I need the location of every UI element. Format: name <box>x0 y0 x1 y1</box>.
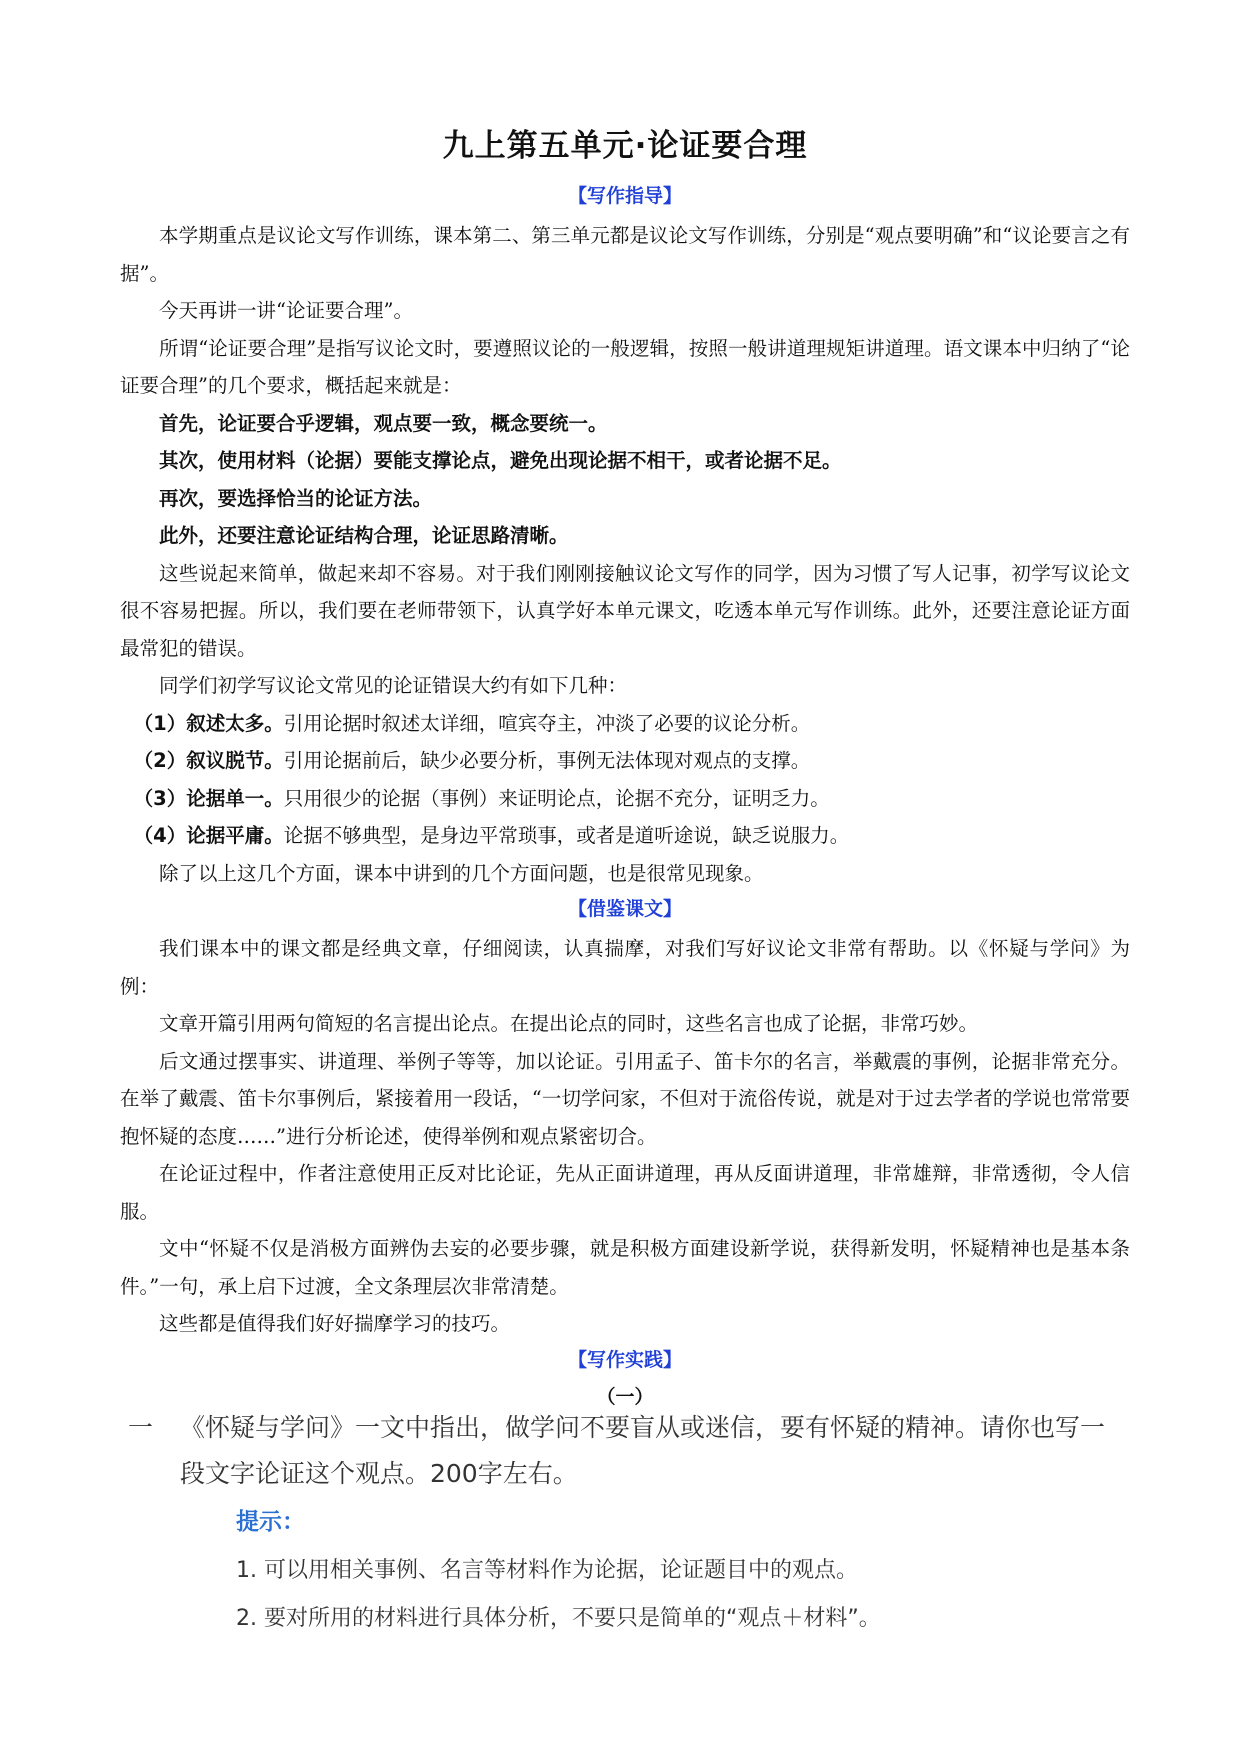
error-item <box>120 742 1130 780</box>
paragraph: 同学们初学写议论文常见的论证错误大约有如下几种： <box>159 674 628 697</box>
paragraph: 今天再讲一讲“论证要合理”。 <box>159 299 413 322</box>
error-label: （2）叙议脱节。 <box>133 749 284 772</box>
exercise-number: 一 <box>128 1413 154 1442</box>
paragraph: 后文通过摆事实、讲道理、举例子等等，加以论证。引用孟子、笛卡尔的名言，举戴震的事例，论据非常充分。在举了戴震、笛卡尔事例后，紧接着用一段话，“一切学问家，不但对于流俗传说，就是对于过去学者的学说也常常要抱怀疑的态度……”进行分析论述，使得举例和观点紧密切合。 <box>120 1049 1130 1148</box>
key-point: 此外，还要注意论证结构合理，论证思路清晰。 <box>159 524 569 547</box>
error-text: 引用论据时叙述太详细，喧宾夺主，冲淡了必要的议论分析。 <box>283 711 811 735</box>
error-item <box>120 817 1130 855</box>
key-point: 其次，使用材料（论据）要能支撑论点，避免出现论据不相干，或者论据不足。 <box>159 449 842 472</box>
tip-label: 提示： <box>236 1509 305 1535</box>
error-item <box>120 705 1130 743</box>
key-point: 首先，论证要合乎逻辑，观点要一致，概念要统一。 <box>159 411 608 435</box>
paragraph: 文章开篇引用两句简短的名言提出论点。在提出论点的同时，这些名言也成了论据，非常巧妙。 <box>159 1012 979 1035</box>
error-label: （3）论据单一。 <box>133 786 284 810</box>
error-item <box>120 780 1130 818</box>
tip-item: 1. 可以用相关事例、名言等材料作为论据，论证题目中的观点。 <box>236 1558 858 1583</box>
exercise-question <box>128 1405 1128 1497</box>
error-text: 引用论据前后，缺少必要分析，事例无法体现对观点的支撑。 <box>283 749 811 772</box>
paragraph: 这些说起来简单，做起来却不容易。对于我们刚刚接触议论文写作的同学，因为习惯了写人记事，初学写议论文很不容易把握。所以，我们要在老师带领下，认真学好本单元课文，吃透本单元写作训练。此外，还要注意论证方面最常犯的错误。 <box>120 561 1130 660</box>
exercise-question-text: 《怀疑与学问》一文中指出，做学问不要盲从或迷信，要有怀疑的精神。请你也写一段文字论证这个观点。200字左右。 <box>180 1413 1106 1488</box>
key-point: 再次，要选择恰当的论证方法。 <box>159 486 433 510</box>
section-heading-writing-guide: 【写作指导】 <box>567 185 682 207</box>
section-heading-model-text: 【借鉴课文】 <box>567 898 682 920</box>
tip-list <box>236 1547 1128 1643</box>
paragraph: 文中“怀疑不仅是消极方面辨伪去妄的必要步骤，就是积极方面建设新学说，获得新发明，怀疑精神也是基本条件。”一句，承上启下过渡，全文条理层次非常清楚。 <box>120 1237 1130 1298</box>
paragraph: 本学期重点是议论文写作训练，课本第二、第三单元都是议论文写作训练，分别是“观点要明确”和“议论要言之有据”。 <box>120 224 1130 285</box>
paragraph: 所谓“论证要合理”是指写议论文时，要遵照议论的一般逻辑，按照一般讲道理规矩讲道理。语文课本中归纳了“论证要合理”的几个要求，概括起来就是： <box>120 336 1130 397</box>
paragraph: 这些都是值得我们好好揣摩学习的技巧。 <box>159 1312 511 1335</box>
error-label: （1）叙述太多。 <box>133 711 284 735</box>
error-text: 论据不够典型，是身边平常琐事，或者是道听途说，缺乏说服力。 <box>283 824 850 847</box>
tip-item: 2. 要对所用的材料进行具体分析，不要只是简单的“观点＋材料”。 <box>236 1606 881 1631</box>
exercise-block <box>128 1405 1128 1643</box>
section-heading-writing-practice: 【写作实践】 <box>567 1348 682 1371</box>
paragraph: 我们课本中的课文都是经典文章，仔细阅读，认真揣摩，对我们写好议论文非常有帮助。以《怀疑与学问》为例： <box>120 937 1130 998</box>
document-page <box>120 120 1130 1417</box>
practice-subheading: （一） <box>596 1385 654 1408</box>
error-label: （4）论据平庸。 <box>133 824 284 847</box>
paragraph: 除了以上这几个方面，课本中讲到的几个方面问题，也是很常见现象。 <box>159 861 764 885</box>
page-title: 九上第五单元·论证要合理 <box>442 128 808 164</box>
error-text: 只用很少的论据（事例）来证明论点，论据不充分，证明乏力。 <box>283 786 830 810</box>
paragraph: 在论证过程中，作者注意使用正反对比论证，先从正面讲道理，再从反面讲道理，非常雄辩，非常透彻，令人信服。 <box>120 1162 1130 1223</box>
